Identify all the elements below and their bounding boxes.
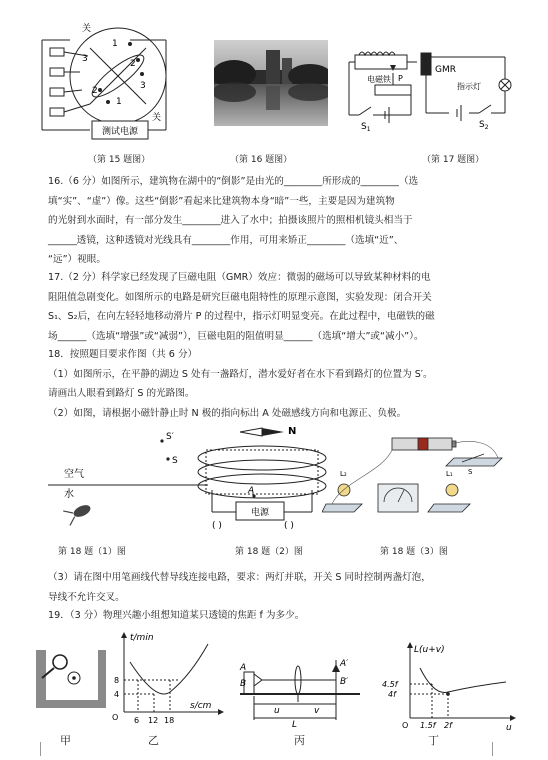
q19-ding-origin: O [402, 721, 409, 730]
q19-panel-jia: 甲 [60, 734, 71, 747]
fig18-3-l1: L₁ [446, 470, 453, 478]
fig15-switch-bottom: 关 [152, 113, 162, 123]
q19-yi-ytick-4: 4 [114, 690, 120, 699]
q18-line: （2）如图，请根据小磁针静止时 N 极的指向标出 A 处磁感线方向和电源正、负极。 [48, 407, 407, 419]
q19-line: 19．（3 分）物理兴趣小组想知道某只透镜的焦距 f 为多少。 [48, 610, 305, 621]
fig18-1-s-prime: S′ [166, 432, 174, 442]
q19-ding-ytick-45f: 4.5f [382, 680, 398, 689]
fig18-1-s: S [172, 456, 178, 466]
q19-yi-xtick-18: 18 [164, 716, 175, 725]
q16-line: 填“实”、“虚”）像。这些“倒影”看起来比建筑物本身“暗”一些，主要是因为建筑物 [48, 195, 395, 207]
q17-line: 17.（2 分）科学家已经发现了巨磁电阻（GMR）效应：微弱的磁场可以导致某种材料的电 [48, 272, 431, 283]
fig18-3-caption: 第 18 题（3）图 [380, 547, 448, 557]
fig15-terminal-r2: 2 [130, 59, 136, 69]
q19-bing-b: B [240, 679, 247, 689]
q19-panel-yi: 乙 [148, 734, 159, 747]
fig17-s2-label: $S_2$ [479, 120, 489, 131]
fig18-1-diagram [48, 425, 208, 530]
q19-yi-xtick-6: 6 [134, 716, 140, 725]
q17-text [48, 268, 504, 346]
q19-yi-ytick-8: 8 [114, 676, 120, 685]
fig17-caption: （第 17 题图） [422, 155, 485, 165]
q19-ding-xtick-15f: 1.5f [420, 721, 436, 730]
fig17-s1-label: $S_1$ [361, 122, 371, 133]
q19-bing-diagram [236, 650, 364, 728]
fig17-gmr-label: GMR [435, 65, 456, 75]
fig15-diagram [30, 18, 180, 143]
q17-line: S₁、S₂后，在向左轻轻地移动滑片 P 的过程中，指示灯明显变亮。在此过程中，电磁铁的磁 [48, 311, 435, 322]
fig16-caption: （第 16 题图） [230, 155, 293, 165]
fig18-2-north: N [288, 426, 297, 437]
fig15-switch-top: 关 [82, 24, 92, 34]
q17-line: 场______（选填“增强”或“减弱”），巨磁电阻的阻值明显______（选填“增大”或“减小”）。 [48, 330, 424, 342]
page-margin-right [492, 742, 493, 756]
q18-line: 18．按照题目要求作图（共 6 分） [48, 349, 198, 360]
q16-line: 16.（6 分）如图所示，建筑物在湖中的“倒影”是由光的________所形成的________（选 [48, 176, 419, 187]
fig18-1-air: 空气 [64, 469, 84, 480]
q17-line: 阻阻值急剧变化。如图所示的电路是研究巨磁电阻特性的原理示意图，实验发现：闭合开关 [48, 291, 432, 303]
q19-bing-a: A [240, 663, 247, 673]
fig17-lamp-label: 指示灯 [457, 82, 481, 91]
q18-line: （3）请在图中用笔画线代替导线连接电路，要求：两灯并联，开关 S 同时控制两盏灯泡， [48, 572, 431, 583]
fig15-terminal-r3: 3 [140, 81, 146, 91]
q19-bing-u: u [274, 706, 280, 716]
q19-jia-diagram [34, 648, 108, 710]
fig18-2-power: 电源 [250, 508, 270, 518]
fig15-terminal-r1: 1 [112, 39, 118, 49]
q16-line: 的光射到水面时，有一部分发生________进入了水中；拍摄该照片的照相机镜头相当于 [48, 215, 413, 226]
fig15-terminal-2: 2 [92, 86, 98, 96]
fig18-2-caption: 第 18 题（2）图 [235, 547, 303, 557]
fig18-2-point-a: A [248, 486, 255, 496]
fig18-1-caption: 第 18 题（1）图 [58, 547, 126, 557]
q18-line: 导线不允许交叉。 [48, 591, 125, 603]
q19-yi-xtick-12: 12 [148, 716, 159, 725]
q19-yi-xlabel: s/cm [190, 701, 212, 711]
q18-line: 请画出人眼看到路灯 S 的光路图。 [48, 388, 195, 399]
fig18-2-diagram [192, 420, 332, 535]
fig15-terminal-3: 3 [82, 54, 88, 64]
q19-bing-L: L [292, 720, 298, 728]
q19-bing-b-prime: B′ [340, 677, 349, 687]
fig18-3-s: S [468, 468, 473, 476]
q19-panel-bing: 丙 [294, 734, 305, 747]
fig18-2-bracket-right: ( ) [284, 521, 294, 531]
q18-text-part3 [48, 568, 504, 607]
fig15-terminal-1b: 1 [116, 97, 122, 107]
q19-yi-origin: O [112, 713, 119, 722]
q19-ding-xlabel: u [506, 723, 512, 732]
q19-yi-graph [108, 630, 226, 726]
q16-line: “远”）视眼。 [48, 254, 106, 265]
q18-text [48, 345, 504, 423]
fig18-3-l2: L₂ [340, 470, 347, 478]
fig15-caption: （第 15 题图） [88, 155, 151, 165]
q19-bing-v: v [314, 706, 320, 716]
q16-line: ______透镜，这种透镜对光线具有________作用，可用来矫正________（选填“近”、 [48, 234, 404, 246]
fig17-electromagnet-label: 电磁铁 [367, 75, 391, 84]
q19-bing-a-prime: A′ [340, 659, 349, 669]
fig16-photo [214, 40, 328, 126]
fig18-2-bracket-left: ( ) [212, 521, 222, 531]
q19-ding-ytick-4f: 4f [388, 690, 396, 699]
q18-line: （1）如图所示，在平静的湖边 S 处有一盏路灯，潜水爱好者在水下看到路灯的位置为 S′。 [48, 368, 433, 380]
fig18-1-water: 水 [64, 489, 74, 500]
q19-panel-ding: 丁 [428, 734, 439, 747]
fig17-p-label: P [398, 74, 403, 83]
q16-text [48, 172, 504, 270]
fig17-diagram [345, 45, 525, 135]
fig18-3-diagram [322, 432, 512, 524]
fig15-power-label: 测试电源 [101, 127, 139, 137]
q19-ding-xtick-2f: 2f [444, 721, 452, 730]
q19-yi-ylabel: t/min [130, 633, 154, 643]
page-margin-left [40, 742, 41, 756]
q19-ding-ylabel: L(u+v) [414, 645, 445, 655]
q19-text [48, 606, 504, 626]
q19-ding-graph [374, 640, 520, 732]
